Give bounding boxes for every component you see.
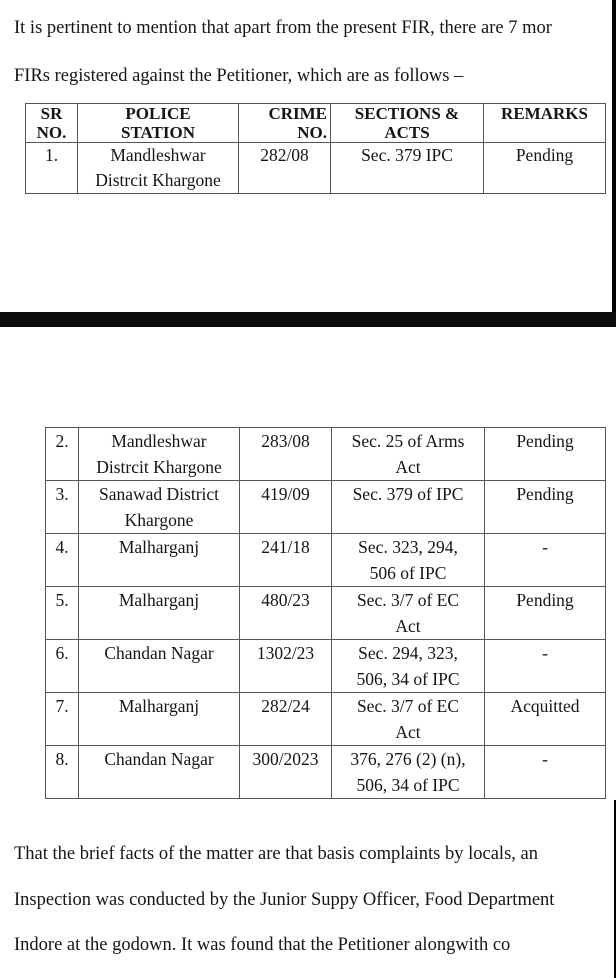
cell-sections: Sec. 3/7 of EC Act xyxy=(332,693,485,746)
cell-sr: 4. xyxy=(46,534,79,587)
cell-crime: 300/2023 xyxy=(240,746,332,799)
table-row xyxy=(46,587,606,640)
cell-remarks: Pending xyxy=(484,143,606,194)
cell-crime: 282/24 xyxy=(240,693,332,746)
table-row xyxy=(46,481,606,534)
cell-crime: 241/18 xyxy=(240,534,332,587)
cell-station: Chandan Nagar xyxy=(79,746,240,799)
table-row xyxy=(46,746,606,799)
cell-crime: 480/23 xyxy=(240,587,332,640)
table-row xyxy=(46,693,606,746)
cell-remarks: Acquitted xyxy=(485,693,606,746)
cell-sections: Sec. 3/7 of EC Act xyxy=(332,587,485,640)
cell-station: Sanawad District Khargone xyxy=(79,481,240,534)
table-row xyxy=(46,640,606,693)
cell-station: Chandan Nagar xyxy=(79,640,240,693)
cell-sr: 6. xyxy=(46,640,79,693)
cell-station: Malharganj xyxy=(79,587,240,640)
cell-station: Mandleshwar Distrcit Khargone xyxy=(78,143,239,194)
paragraph-line: Inspection was conducted by the Junior Suppy Officer, Food Department xyxy=(14,890,555,910)
header-sr-no: SR NO. xyxy=(26,104,78,143)
cell-remarks: Pending xyxy=(485,587,606,640)
fir-table-page-2 xyxy=(45,427,606,799)
paragraph-line: Indore at the godown. It was found that the Petitioner alongwith co xyxy=(14,935,511,955)
cell-remarks: Pending xyxy=(485,428,606,481)
cell-station: Malharganj xyxy=(79,534,240,587)
cell-sections: Sec. 379 IPC xyxy=(331,143,484,194)
cell-sections: Sec. 323, 294, 506 of IPC xyxy=(332,534,485,587)
cell-sr: 3. xyxy=(46,481,79,534)
cell-crime: 282/08 xyxy=(239,143,331,194)
cell-sr: 8. xyxy=(46,746,79,799)
cell-sections: Sec. 25 of Arms Act xyxy=(332,428,485,481)
header-crime-no: CRIME NO. xyxy=(239,104,331,143)
cell-sr: 1. xyxy=(26,143,78,194)
cell-sections: Sec. 379 of IPC xyxy=(332,481,485,534)
fir-table-page-1 xyxy=(25,103,606,194)
header-remarks: REMARKS xyxy=(484,104,606,143)
cell-remarks: - xyxy=(485,746,606,799)
table-header-row xyxy=(26,104,606,143)
cell-sr: 2. xyxy=(46,428,79,481)
cell-remarks: Pending xyxy=(485,481,606,534)
cell-crime: 1302/23 xyxy=(240,640,332,693)
cell-sections: Sec. 294, 323, 506, 34 of IPC xyxy=(332,640,485,693)
table-row xyxy=(26,143,606,194)
paragraph-line: That the brief facts of the matter are that basis complaints by locals, an xyxy=(14,844,538,864)
cell-crime: 419/09 xyxy=(240,481,332,534)
page-edge-right xyxy=(612,0,616,312)
header-sections-acts: SECTIONS & ACTS xyxy=(331,104,484,143)
cell-station: Mandleshwar Distrcit Khargone xyxy=(79,428,240,481)
cell-remarks: - xyxy=(485,640,606,693)
table-row xyxy=(46,534,606,587)
cell-crime: 283/08 xyxy=(240,428,332,481)
cell-remarks: - xyxy=(485,534,606,587)
paragraph-line: FIRs registered against the Petitioner, which are as follows – xyxy=(14,66,464,86)
cell-station: Malharganj xyxy=(79,693,240,746)
cell-sr: 5. xyxy=(46,587,79,640)
cell-sections: 376, 276 (2) (n), 506, 34 of IPC xyxy=(332,746,485,799)
header-police-station: POLICE STATION xyxy=(78,104,239,143)
table-row xyxy=(46,428,606,481)
cell-sr: 7. xyxy=(46,693,79,746)
page-break-band xyxy=(0,312,616,327)
paragraph-line: It is pertinent to mention that apart from the present FIR, there are 7 mor xyxy=(14,18,552,38)
